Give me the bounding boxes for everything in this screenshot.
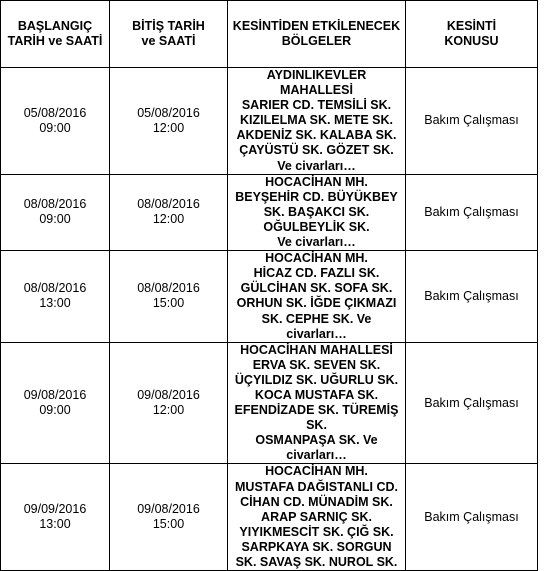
table-row xyxy=(1,68,538,175)
outage-subject-cell: Bakım Çalışması xyxy=(406,174,538,250)
start-datetime-cell: 09/09/2016 13:00 xyxy=(1,464,110,571)
end-datetime-cell: 09/08/2016 12:00 xyxy=(110,342,228,464)
table-row xyxy=(1,464,538,571)
end-datetime-cell: 05/08/2016 12:00 xyxy=(110,68,228,175)
affected-regions-cell: HOCACİHAN MAHALLESİ ERVA SK. SEVEN SK. ÜÇYILDIZ SK. UĞURLU SK. KOCA MUSTAFA SK. EFENDİZADE SK. TÜREMİŞ SK. OSMANPAŞA SK. Ve civarları… xyxy=(228,342,406,464)
affected-regions-cell: HOCACİHAN MH. BEYŞEHİR CD. BÜYÜKBEY SK. BAŞAKCI SK. OĞULBEYLİK SK. Ve civarları… xyxy=(228,174,406,250)
table-row xyxy=(1,342,538,464)
outage-subject-cell: Bakım Çalışması xyxy=(406,68,538,175)
start-datetime-cell: 05/08/2016 09:00 xyxy=(1,68,110,175)
table-row xyxy=(1,251,538,343)
header-row xyxy=(1,1,538,68)
outage-subject-cell: Bakım Çalışması xyxy=(406,464,538,571)
affected-regions-cell: AYDINLIKEVLER MAHALLESİ SARIER CD. TEMSİLİ SK. KIZILELMA SK. METE SK. AKDENİZ SK. KALABA SK. ÇAYÜSTÜ SK. GÖZET SK. Ve civarları… xyxy=(228,68,406,175)
end-datetime-cell: 09/08/2016 15:00 xyxy=(110,464,228,571)
table-row xyxy=(1,174,538,250)
outage-subject-cell: Bakım Çalışması xyxy=(406,342,538,464)
affected-regions-cell: HOCACİHAN MH. MUSTAFA DAĞISTANLI CD. CİHAN CD. MÜNADİM SK. ARAP SARNIÇ SK. YIYIKMESCİT SK. ÇIĞ SK. SARPKAYA SK. SORGUN SK. SAVAŞ SK. NUROL SK. xyxy=(228,464,406,571)
start-datetime-cell: 08/08/2016 13:00 xyxy=(1,251,110,343)
end-datetime-cell: 08/08/2016 12:00 xyxy=(110,174,228,250)
affected-regions-cell: HOCACİHAN MH. HİCAZ CD. FAZLI SK. GÜLCİHAN SK. SOFA SK. ORHUN SK. İĞDE ÇIKMAZI SK. CEPHE SK. Ve civarları… xyxy=(228,251,406,343)
end-datetime-cell: 08/08/2016 15:00 xyxy=(110,251,228,343)
start-datetime-cell: 09/08/2016 09:00 xyxy=(1,342,110,464)
header-end-datetime: BİTİŞ TARİH ve SAATİ xyxy=(110,1,228,68)
header-start-datetime: BAŞLANGIÇ TARİH ve SAATİ xyxy=(1,1,110,68)
start-datetime-cell: 08/08/2016 09:00 xyxy=(1,174,110,250)
outage-subject-cell: Bakım Çalışması xyxy=(406,251,538,343)
header-outage-subject: KESİNTİ KONUSU xyxy=(406,1,538,68)
header-affected-regions: KESİNTİDEN ETKİLENECEK BÖLGELER xyxy=(228,1,406,68)
